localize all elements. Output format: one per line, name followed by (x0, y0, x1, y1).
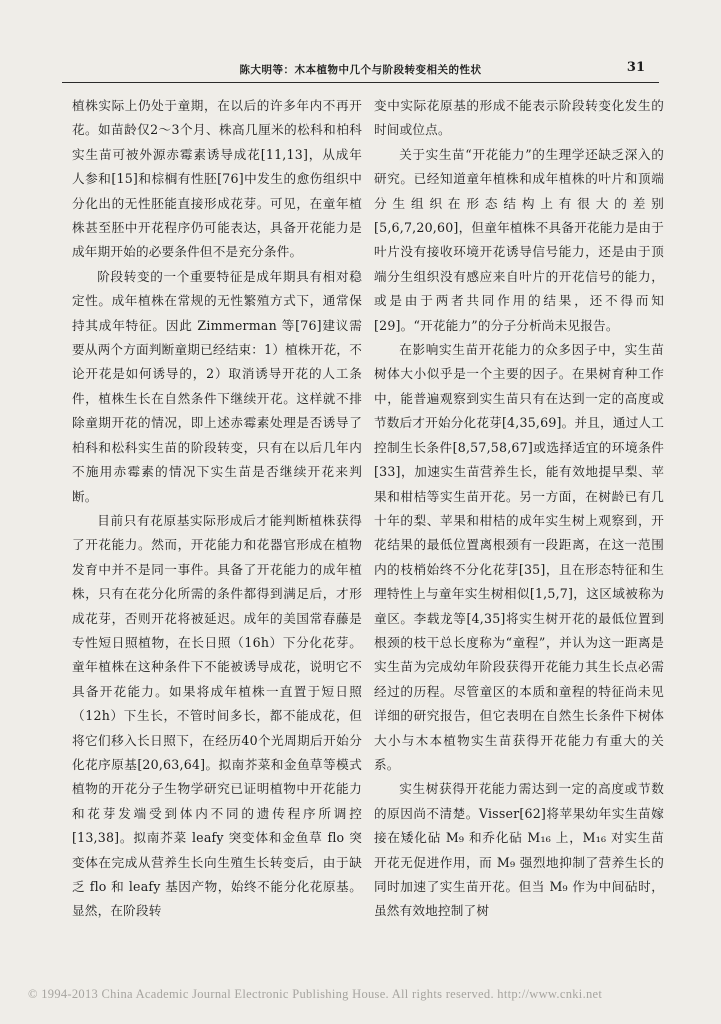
body-paragraph: 变中实际花原基的形成不能表示阶段转变化发生的时间或位点。 (374, 98, 664, 138)
left-column (72, 94, 362, 924)
running-header (62, 56, 659, 83)
body-paragraph: 阶段转变的一个重要特征是成年期具有相对稳定性。成年植株在常规的无性繁殖方式下，通常保持其成年特征。因此 Zimmerman 等[76]建议需要从两个方面判断童期已经结束：1）植株开花，不论开花是如何诱导的，2）取消诱导开花的人工条件，植株生长在自然条件下继续开花。这样就不排除童期开花的情况，即上述赤霉素处理是否诱导了柏科和松科实生苗的阶段转变，只有在以后几年内不施用赤霉素的情况下实生苗是否继续开花来判断。 (72, 268, 362, 504)
body-paragraph: 植株实际上仍处于童期，在以后的许多年内不再开花。如苗龄仅2～3个月、株高几厘米的松科和柏科实生苗可被外源赤霉素诱导成花[11,13]，从成年人参和[15]和棕榈有性胚[76]中发生的愈伤组织中分化出的无性胚能直接形成花芽。可见，在童年植株甚至胚中开花程序仍可能表达，具备开花能力是成年期开始的必要条件但不是充分条件。 (72, 98, 362, 260)
running-title: 陈大明等：木本植物中几个与阶段转变相关的性状 (239, 64, 482, 76)
right-column (374, 94, 664, 924)
body-paragraph: 在影响实生苗开花能力的众多因子中，实生苗树体大小似乎是一个主要的因子。在果树育种工作中，能普遍观察到实生苗只有在达到一定的高度或节数后才开始分化花芽[4,35,69]。并且，通过人工控制生长条件[8,57,58,67]或选择适宜的环境条件[33]，加速实生苗营养生长，能有效地提早梨、苹果和柑桔等实生苗开花。另一方面，在树龄已有几十年的梨、苹果和柑桔的成年实生树上观察到，开花结果的最低位置离根颈有一段距离，在这一范围内的枝梢始终不分化花芽[35]，且在形态特征和生理特性上与童年实生树相似[1,5,7]，这区域被称为童区。李载龙等[4,35]将实生树开花的最低位置到根颈的枝干总长度称为“童程”，并认为这一距离是实生苗为完成幼年阶段获得开花能力其生长点必需经过的历程。尽管童区的本质和童程的特征尚未见详细的研究报告，但它表明在自然生长条件下树体大小与木本植物实生苗获得开花能力有重大的关系。 (374, 342, 664, 772)
body-paragraph: 实生树获得开花能力需达到一定的高度或节数的原因尚不清楚。Visser[62]将苹果幼年实生苗嫁接在矮化砧 M₉ 和乔化砧 M₁₆ 上，M₁₆ 对实生苗开花无促进作用，而 M₉ 强烈地抑制了营养生长的同时加速了实生苗开花。但当 M₉ 作为中间砧时，虽然有效地控制了树 (374, 781, 664, 919)
body-paragraph: 目前只有花原基实际形成后才能判断植株获得了开花能力。然而，开花能力和花器官形成在植物发育中并不是同一事件。具备了开花能力的成年植株，只有在花分化所需的条件都得到满足后，才形成花芽，否则开花将被延迟。成年的美国常春藤是专性短日照植物，在长日照（16h）下分化花芽。童年植株在这种条件下不能被诱导成花，说明它不具备开花能力。如果将成年植株一直置于短日照（12h）下生长，不管时间多长，都不能成花，但将它们移入长日照下，在经历40个光周期后开始分化花序原基[20,63,64]。拟南芥菜和金鱼草等模式植物的开花分子生物学研究已证明植物中开花能力和花芽发端受到体内不同的遗传程序所调控[13,38]。拟南芥菜 leafy 突变体和金鱼草 flo 突变体在完成从营养生长向生殖生长转变后，由于缺乏 flo 和 leafy 基因产物，始终不能分化花原基。显然，在阶段转 (72, 512, 362, 919)
body-paragraph: 关于实生苗“开花能力”的生理学还缺乏深入的研究。已经知道童年植株和成年植株的叶片和顶端分生组织在形态结构上有很大的差别[5,6,7,20,60]，但童年植株不具备开花能力是由于叶片没有接收环境开花诱导信号能力，还是由于顶端分生组织没有感应来自叶片的开花信号的能力，或是由于两者共同作用的结果，还不得而知[29]。“开花能力”的分子分析尚未见报告。 (374, 146, 664, 333)
copyright-footer: © 1994-2013 China Academic Journal Electronic Publishing House. All rights reserved. http://www.cnki.net (28, 987, 603, 1001)
page-number: 31 (626, 60, 645, 75)
